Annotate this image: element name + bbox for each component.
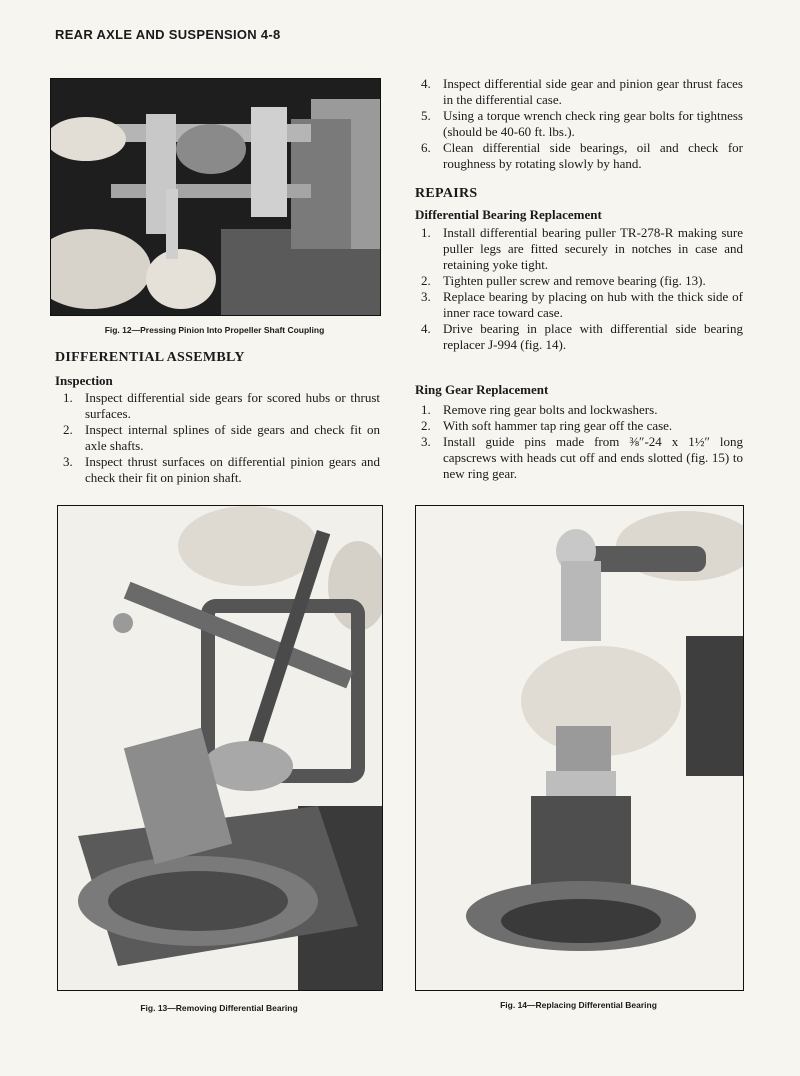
list-item: 3. Replace bearing by placing on hub with the thick side of inner race toward case. — [421, 289, 743, 320]
list-item: 3. Inspect thrust surfaces on differential pinion gears and check their fit on pinion shaft. — [63, 454, 380, 485]
list-item: 2. Inspect internal splines of side gears and check fit on axle shafts. — [63, 422, 380, 453]
bearing-replacement-heading: Differential Bearing Replacement — [415, 207, 602, 222]
fig13-caption: Fig. 13—Removing Differential Bearing — [140, 1003, 298, 1013]
list-item: 4. Drive bearing in place with differential side bearing replacer J-994 (fig. 14). — [421, 321, 743, 352]
list-item: 1. Remove ring gear bolts and lockwashers. — [421, 402, 658, 417]
ring-gear-heading: Ring Gear Replacement — [415, 382, 549, 397]
list-item: 1. Install differential bearing puller TR-278-R making sure puller legs are fitted securely in notches in case and retaining yoke tight. — [421, 225, 743, 272]
fig12-caption: Fig. 12—Pressing Pinion Into Propeller Shaft Coupling — [104, 325, 325, 335]
repairs-title: REPAIRS — [415, 186, 478, 201]
list-item: 3. Install guide pins made from ⅜″-24 x 1½″ long capscrews with heads cut off and ends slotted (fig. 15) to new ring gear. — [421, 434, 743, 481]
bearing-replacement-steps — [413, 225, 743, 353]
bearing-replacer-photo — [415, 505, 744, 991]
ring-gear-steps — [413, 402, 743, 482]
list-item: 5. Using a torque wrench check ring gear bolts for tightness (should be 40-60 ft. lbs.). — [421, 108, 743, 139]
list-item: 1. Inspect differential side gears for scored hubs or thrust surfaces. — [63, 390, 380, 421]
continued-inspection-steps — [413, 76, 743, 172]
section-title-differential-assembly: DIFFERENTIAL ASSEMBLY — [55, 350, 245, 365]
list-item: 2. Tighten puller screw and remove bearing (fig. 13). — [421, 273, 706, 288]
list-item: 4. Inspect differential side gear and pinion gear thrust faces in the differential case. — [421, 76, 743, 107]
page-header: REAR AXLE AND SUSPENSION 4-8 — [55, 27, 281, 42]
inspection-heading: Inspection — [55, 373, 113, 388]
pinion-press-photo — [50, 78, 381, 316]
bearing-puller-photo — [57, 505, 383, 991]
list-item: 2. With soft hammer tap ring gear off the case. — [421, 418, 673, 433]
list-item: 6. Clean differential side bearings, oil and check for roughness by rotating slowly by hand. — [421, 140, 743, 171]
fig14-caption: Fig. 14—Replacing Differential Bearing — [500, 1000, 657, 1010]
inspection-steps — [55, 390, 380, 486]
